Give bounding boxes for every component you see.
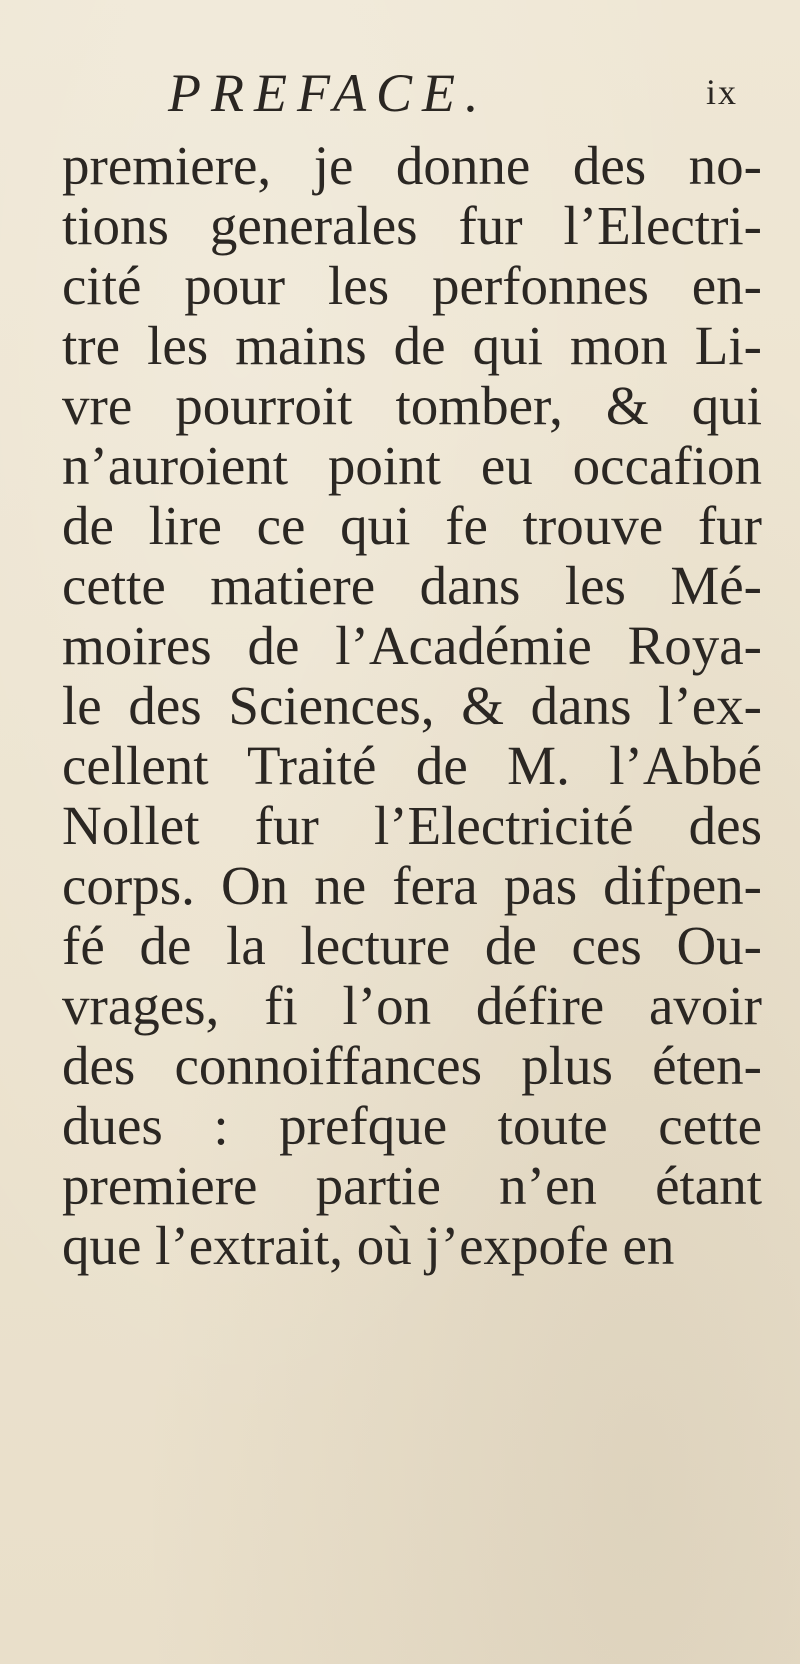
body-text <box>62 136 762 1276</box>
text-line: de lire ce qui fe trouve fur <box>62 495 762 556</box>
text-line: Nollet fur l’Electricité des <box>62 795 762 856</box>
text-line: corps. On ne fera pas difpen- <box>62 855 762 916</box>
text-line: fé de la lecture de ces Ou- <box>62 915 762 976</box>
text-line: tions generales fur l’Electri- <box>62 195 762 256</box>
text-line: tre les mains de qui mon Li- <box>62 315 762 376</box>
text-line: vrages, fi l’on défire avoir <box>62 975 762 1036</box>
text-line: moires de l’Académie Roya- <box>62 615 762 676</box>
running-title: PREFACE. <box>168 63 489 123</box>
text-line: cellent Traité de M. l’Abbé <box>62 735 762 796</box>
text-line: dues : prefque toute cette <box>62 1095 762 1156</box>
text-line: vre pourroit tomber, & qui <box>62 375 762 436</box>
page-number: ix <box>706 72 739 112</box>
text-line: n’auroient point eu occafion <box>62 435 762 496</box>
text-line: cité pour les perfonnes en- <box>62 255 762 316</box>
text-line: le des Sciences, & dans l’ex- <box>62 675 762 736</box>
text-line: premiere, je donne des no- <box>62 135 762 196</box>
text-line: cette matiere dans les Mé- <box>62 555 762 616</box>
text-line: premiere partie n’en étant <box>62 1155 762 1216</box>
text-line: des connoiffances plus éten- <box>62 1035 762 1096</box>
running-head <box>0 63 800 146</box>
text-line: que l’extrait, où j’expofe en <box>62 1215 675 1276</box>
